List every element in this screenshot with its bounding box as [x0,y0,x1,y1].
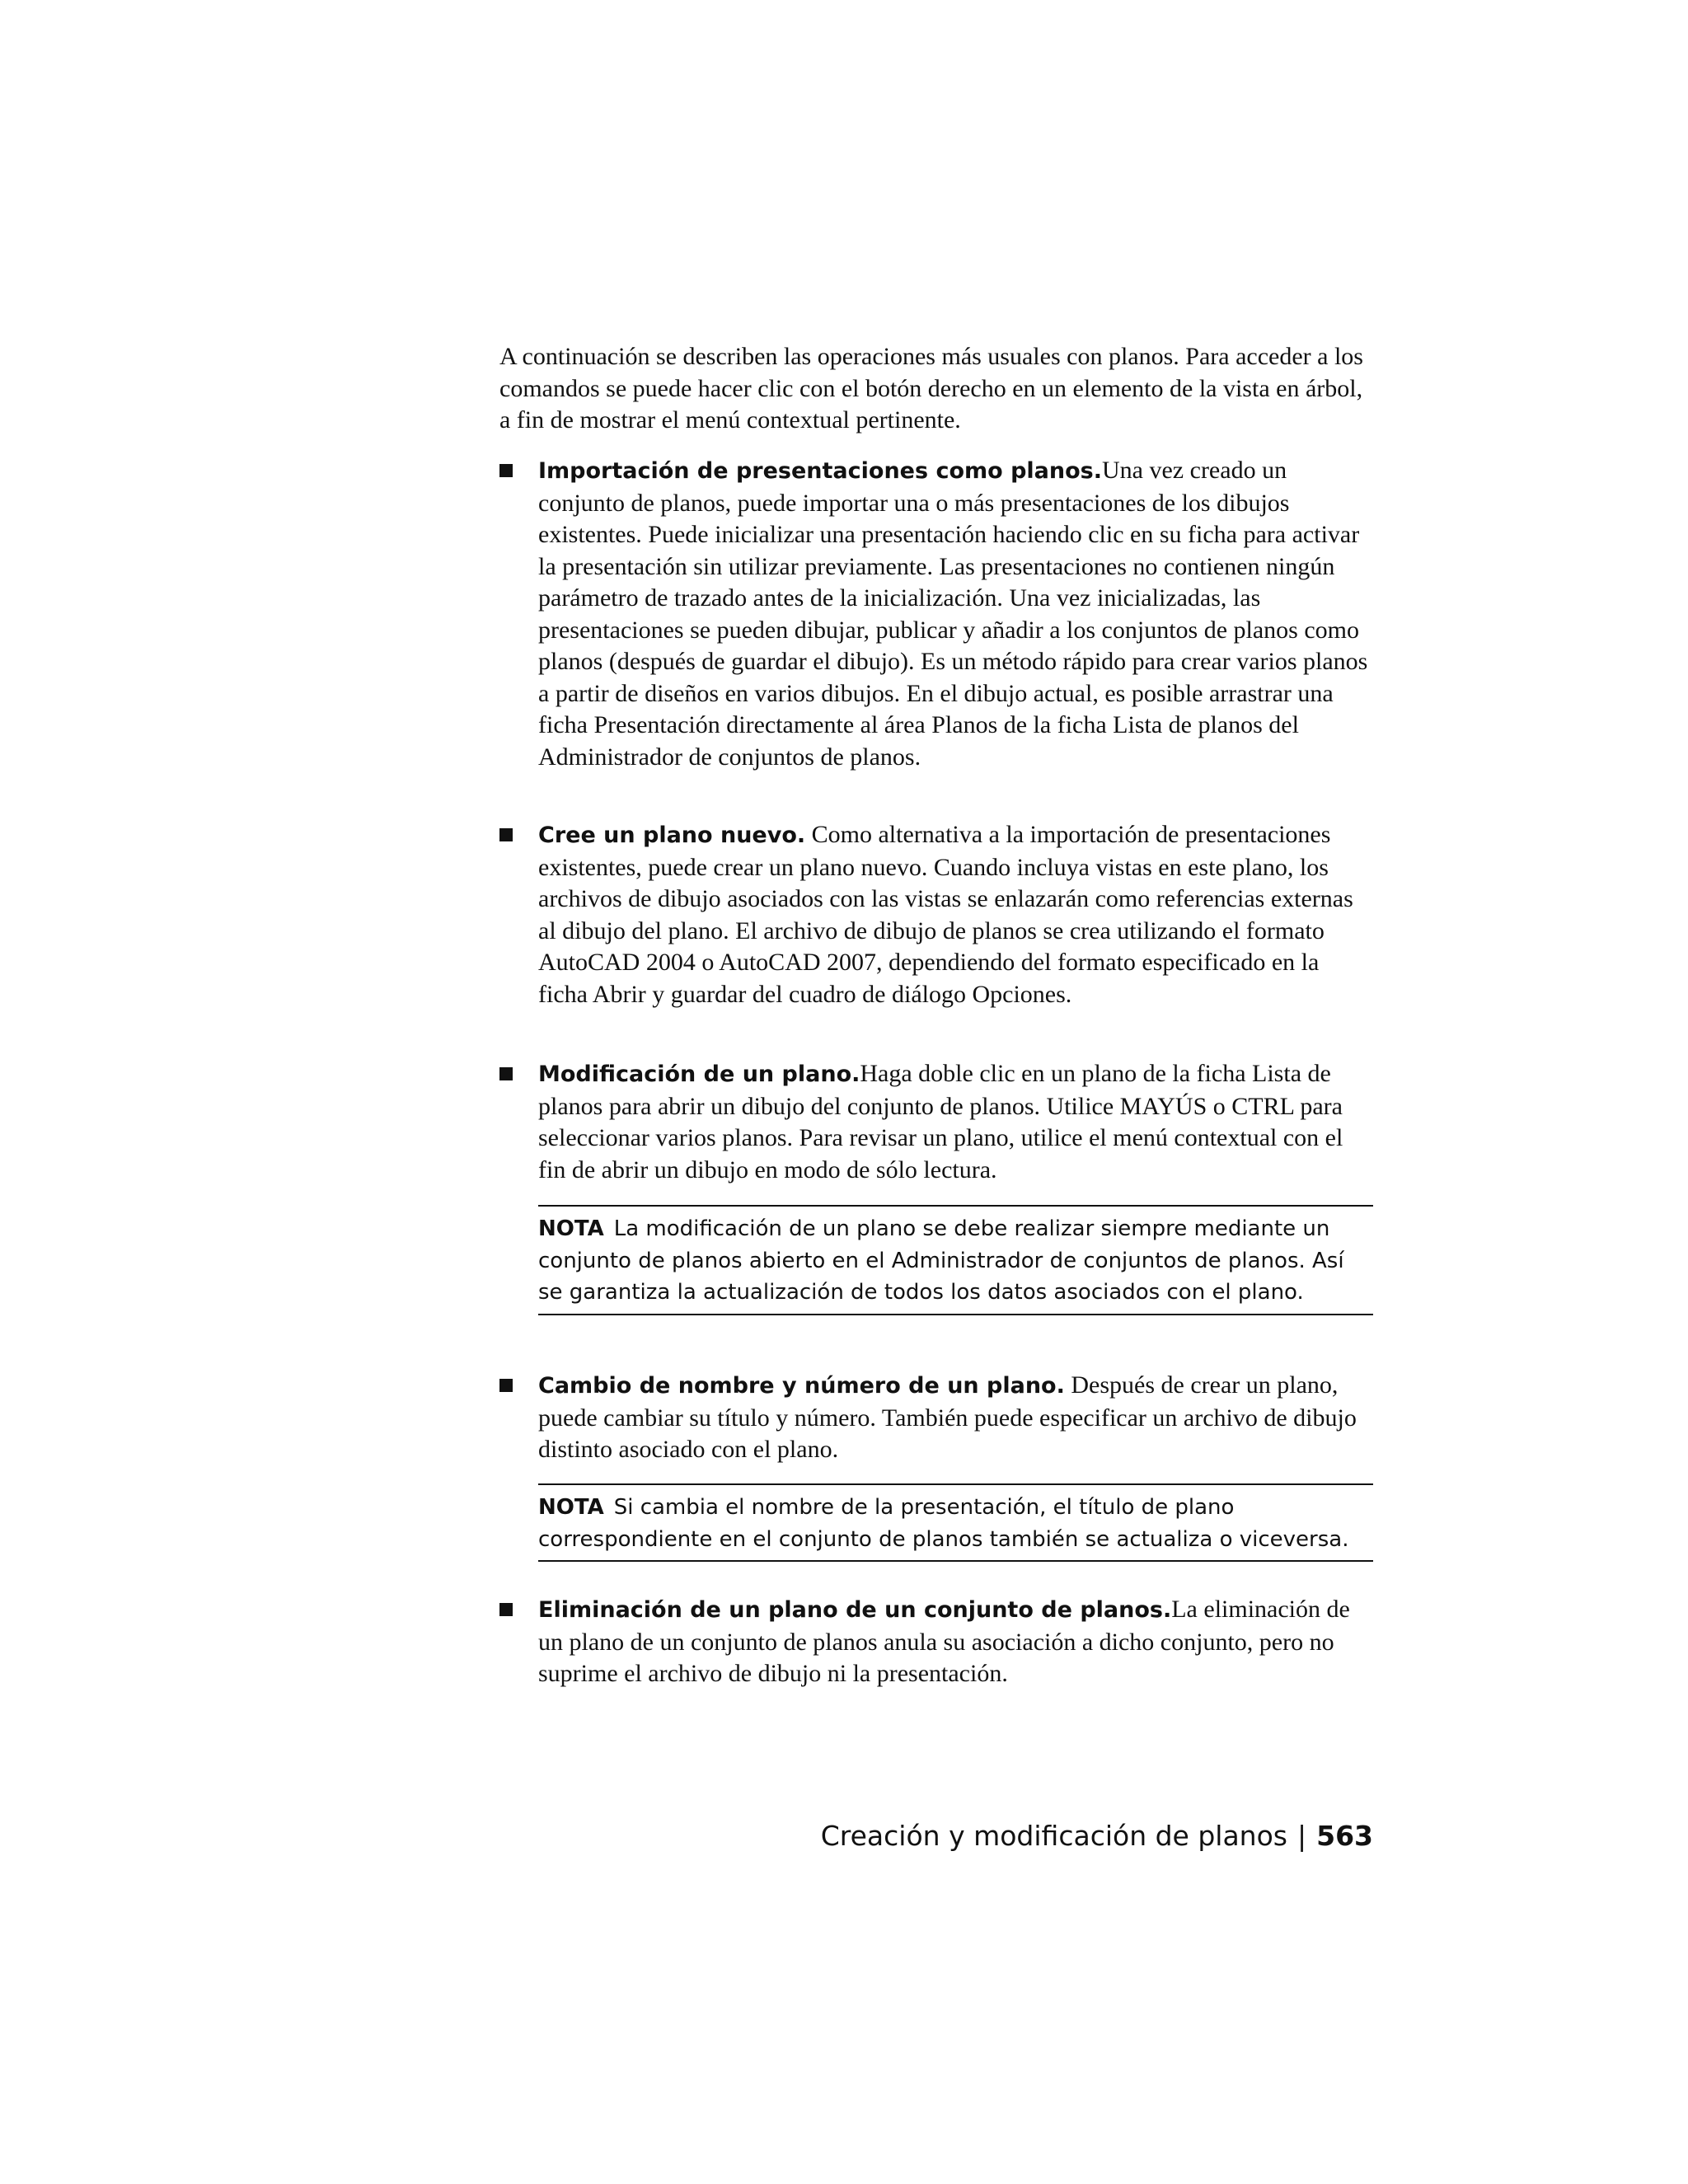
list-item-body: Haga doble clic en un plano de la ficha Lista de planos para abrir un dibujo del conjunto de planos. Utilice MAYÚS o CTRL para seleccionar varios planos. Para revisar un plano, utilice el menú contextual con el fin de abrir un dibujo en modo de sólo lectura. [538,1060,1343,1183]
list-item-new-sheet [499,819,1373,1010]
page-number: 563 [1316,1820,1373,1852]
note-box [538,1205,1373,1315]
bullet-square-icon [499,1067,513,1080]
list-item-body: Después de crear un plano, puede cambiar su título y número. También puede especificar un archivo de dibujo distinto asociado con el plano. [538,1371,1357,1463]
list-item-rename-sheet [499,1370,1373,1466]
list-item-lead: Eliminación de un plano de un conjunto de planos. [538,1597,1172,1623]
list-item-text [538,1370,1373,1466]
list-item-body: Una vez creado un conjunto de planos, puede importar una o más presentaciones de los dibujos existentes. Puede inicializar una presentación haciendo clic en su ficha para activar la presentación sin utilizar previamente. Las presentaciones no contienen ningún parámetro de trazado antes de la inicialización. Una vez inicializadas, las presentaciones se pueden dibujar, publicar y añadir a los conjuntos de planos como planos (después de guardar el dibujo). Es un método rápido para crear varios planos a partir de diseños en varios dibujos. En el dibujo actual, es posible arrastrar una ficha Presentación directamente al área Planos de la ficha Lista de planos del Administrador de conjuntos de planos. [538,457,1368,771]
list-item-text [538,819,1373,1010]
list-item-lead: Modificación de un plano. [538,1062,860,1087]
list-item-import-layouts [499,455,1373,773]
note-text: La modificación de un plano se debe realizar siempre mediante un conjunto de planos abierto en el Administrador de conjuntos de planos. Así se garantiza la actualización de todos los datos asociados con el plano. [538,1216,1344,1305]
bullet-square-icon [499,1379,513,1392]
bullet-square-icon [499,1603,513,1616]
note-text: Si cambia el nombre de la presentación, el título de plano correspondiente en el conjunto de planos también se actualiza o viceversa. [538,1495,1349,1552]
list-item-lead: Cree un plano nuevo. [538,823,806,848]
list-item-modify-sheet [499,1058,1373,1186]
intro-paragraph: A continuación se describen las operaciones más usuales con planos. Para acceder a los comandos se puede hacer clic con el botón derecho en un elemento de la vista en árbol, a fin de mostrar el menú contextual pertinente. [499,343,1363,434]
list-item-text [538,1058,1373,1186]
bullet-square-icon [499,464,513,477]
note-label: NOTA [538,1495,604,1520]
list-item-lead: Importación de presentaciones como planos. [538,458,1103,484]
list-item-remove-sheet [499,1594,1373,1690]
list-item-body: La eliminación de un plano de un conjunto de planos anula su asociación a dicho conjunto, pero no suprime el archivo de dibujo ni la presentación. [538,1596,1350,1687]
footer-title: Creación y modificación de planos [820,1820,1287,1852]
note-box [538,1483,1373,1562]
footer-separator: | [1296,1820,1307,1852]
list-item-body: Como alternativa a la importación de presentaciones existentes, puede crear un plano nuevo. Cuando incluya vistas en este plano, los archivos de dibujo asociados con las vistas se enlazarán como referencias externas al dibujo del plano. El archivo de dibujo de planos se crea utilizando el formato AutoCAD 2004 o AutoCAD 2007, dependiendo del formato especificado en la ficha Abrir y guardar del cuadro de diálogo Opciones. [538,821,1353,1008]
list-item-lead: Cambio de nombre y número de un plano. [538,1373,1065,1399]
note-label: NOTA [538,1216,604,1241]
bullet-square-icon [499,828,513,841]
page-footer [821,1820,1373,1853]
list-item-text [538,455,1373,773]
list-item-text [538,1594,1373,1690]
